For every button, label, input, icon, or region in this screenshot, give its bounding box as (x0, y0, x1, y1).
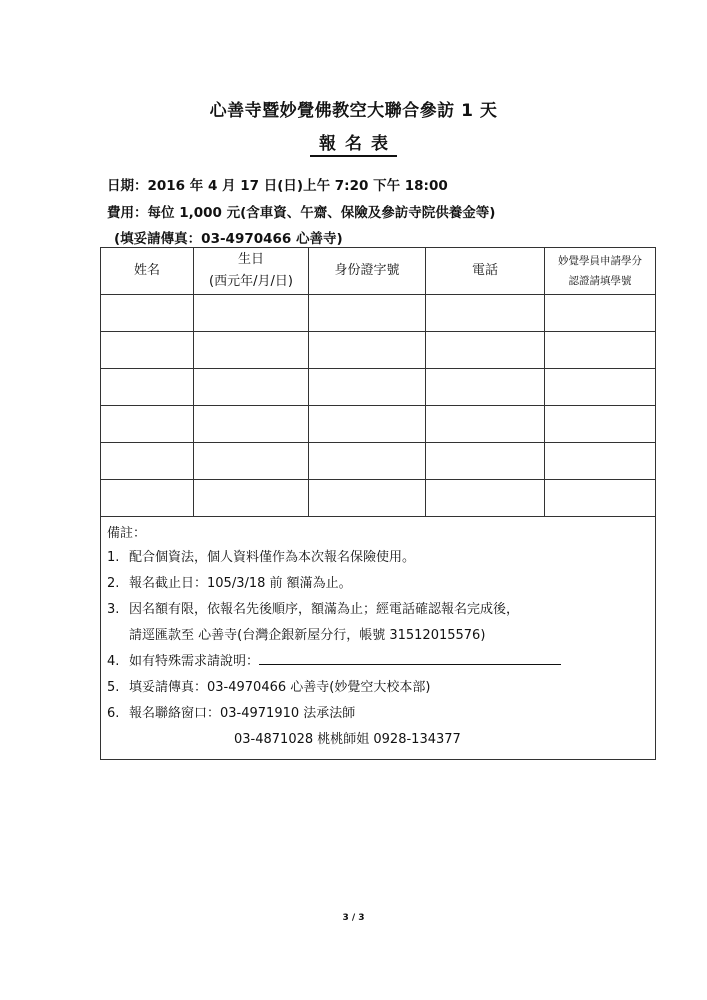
header-birthday-format: (西元年/月/日) (209, 274, 293, 289)
student-id-cell[interactable] (545, 443, 656, 480)
header-student-id-line2: 認證請填學號 (568, 275, 632, 287)
note-number: 1. (107, 550, 120, 565)
table-header-row (101, 248, 656, 295)
birthday-cell[interactable] (194, 369, 309, 406)
birthday-cell[interactable] (194, 406, 309, 443)
id-number-cell[interactable] (309, 295, 426, 332)
table-row (101, 480, 656, 517)
table-row (101, 406, 656, 443)
student-id-cell[interactable] (545, 369, 656, 406)
student-id-cell[interactable] (545, 480, 656, 517)
fax-instruction: (填妥請傳真：03-4970466 心善寺) (114, 231, 343, 247)
id-number-cell[interactable] (309, 369, 426, 406)
name-cell[interactable] (101, 443, 194, 480)
table-row (101, 295, 656, 332)
event-fee: 費用：每位 1,000 元(含車資、午齋、保險及參訪寺院供養金等) (107, 205, 496, 221)
birthday-cell[interactable] (194, 443, 309, 480)
header-id-number: 身份證字號 (309, 248, 426, 295)
special-needs-blank[interactable] (259, 650, 561, 665)
registration-table (100, 247, 656, 760)
student-id-cell[interactable] (545, 295, 656, 332)
birthday-cell[interactable] (194, 332, 309, 369)
id-number-cell[interactable] (309, 480, 426, 517)
phone-cell[interactable] (426, 480, 545, 517)
form-subtitle-text: 報名表 (310, 133, 397, 157)
note-number: 2. (107, 576, 120, 591)
id-number-cell[interactable] (309, 443, 426, 480)
birthday-cell[interactable] (194, 295, 309, 332)
header-student-id-line1: 妙覺學員申請學分 (558, 255, 642, 267)
phone-cell[interactable] (426, 332, 545, 369)
name-cell[interactable] (101, 295, 194, 332)
student-id-cell[interactable] (545, 332, 656, 369)
note-item-1 (107, 545, 655, 571)
phone-cell[interactable] (426, 406, 545, 443)
note-item-5 (107, 675, 655, 701)
note-number: 4. (107, 654, 120, 669)
note-item-2 (107, 571, 655, 597)
note-number: 5. (107, 680, 120, 695)
table-row (101, 332, 656, 369)
notes-section (101, 517, 656, 760)
birthday-cell[interactable] (194, 480, 309, 517)
note-text: 填妥請傳真：03-4970466 心善寺(妙覺空大校本部) (129, 680, 431, 695)
name-cell[interactable] (101, 332, 194, 369)
id-number-cell[interactable] (309, 406, 426, 443)
header-phone: 電話 (426, 248, 545, 295)
name-cell[interactable] (101, 480, 194, 517)
note-item-3 (107, 597, 655, 623)
note-text: 如有特殊需求請說明： (129, 654, 260, 669)
note-item-6 (107, 701, 655, 727)
event-date: 日期：2016 年 4 月 17 日(日)上午 7:20 下午 18:00 (107, 178, 448, 194)
note-item-6-continuation: 03-4871028 桃桃師姐 0928-134377 (234, 732, 461, 747)
note-item-3-continuation: 請逕匯款至 心善寺(台灣企銀新屋分行，帳號 31512015576) (129, 628, 486, 643)
student-id-cell[interactable] (545, 406, 656, 443)
header-birthday (194, 248, 309, 295)
phone-cell[interactable] (426, 443, 545, 480)
name-cell[interactable] (101, 406, 194, 443)
note-text: 報名聯絡窗口：03-4971910 法承法師 (129, 706, 356, 721)
page-number: 3 / 3 (342, 913, 365, 923)
header-name: 姓名 (101, 248, 194, 295)
note-number: 6. (107, 706, 120, 721)
phone-cell[interactable] (426, 295, 545, 332)
note-text: 配合個資法，個人資料僅作為本次報名保險使用。 (129, 550, 416, 565)
phone-cell[interactable] (426, 369, 545, 406)
table-row (101, 443, 656, 480)
note-text: 報名截止日：105/3/18 前 額滿為止。 (129, 576, 352, 591)
id-number-cell[interactable] (309, 332, 426, 369)
note-text: 因名額有限，依報名先後順序，額滿為止；經電話確認報名完成後， (129, 602, 520, 617)
name-cell[interactable] (101, 369, 194, 406)
form-subtitle (0, 133, 707, 157)
note-number: 3. (107, 602, 120, 617)
notes-title: 備註： (107, 526, 147, 541)
header-birthday-label: 生日 (237, 252, 264, 267)
header-student-id (545, 248, 656, 295)
notes-row (101, 517, 656, 760)
note-item-4 (107, 649, 655, 675)
document-title: 心善寺暨妙覺佛教空大聯合參訪 1 天 (209, 101, 498, 121)
table-row (101, 369, 656, 406)
